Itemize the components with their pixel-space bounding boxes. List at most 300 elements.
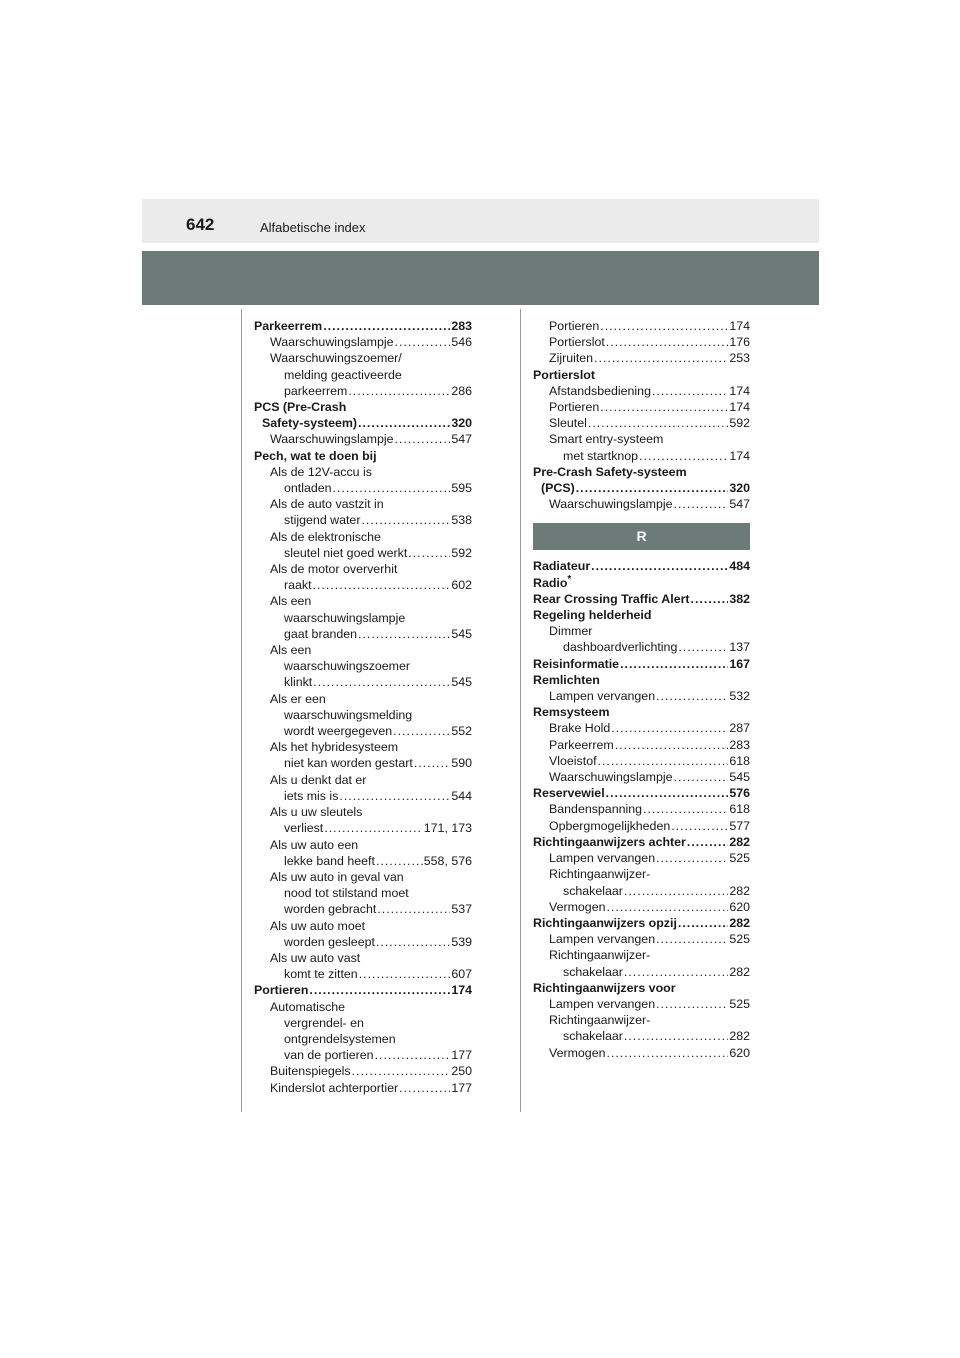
dot-leader [687,834,728,850]
index-line-text: waarschuwingslampje [284,610,406,625]
index-entry-label: Portieren [549,400,600,415]
index-line-text: Als er een [270,691,326,706]
index-line [533,623,750,639]
index-entry-page: 174 [451,983,472,998]
dot-leader [611,720,728,736]
index-entry-label: Brake Hold [549,721,611,736]
dot-leader [615,737,729,753]
index-line [254,707,472,723]
index-entry-page: 607 [451,967,472,982]
index-entry-page: 590 [451,756,472,771]
index-line [533,464,750,480]
index-line [254,561,472,577]
index-entry-label: Parkeerrem [549,737,614,752]
index-entry-label: Waarschuwingslampje [270,335,394,350]
dot-leader [678,915,728,931]
index-line [254,1031,472,1047]
index-line [254,529,472,545]
index-entry [254,545,472,561]
index-entry-page: 382 [729,591,750,606]
dot-leader [643,801,728,817]
index-entry-page: 167 [729,656,750,671]
dot-leader [671,818,728,834]
page-header-bar [142,199,819,243]
index-entry-label: Bandenspanning [549,802,643,817]
index-entry [533,964,750,980]
index-line [254,804,472,820]
index-line [533,431,750,447]
index-entry-page: 539 [451,934,472,949]
index-entry [254,577,472,593]
index-entry-page: 282 [729,1029,750,1044]
index-entry-label: wordt weergegeven [284,724,393,739]
index-entry [254,755,472,771]
index-line [254,691,472,707]
index-entry-page: 320 [729,481,750,496]
index-entry-label: Safety-systeem) [262,416,358,431]
index-entry-label: Afstandsbediening [549,383,651,398]
column-rule-middle [520,309,521,1112]
index-entry [254,383,472,399]
index-entry-label: klinkt [284,675,313,690]
index-entry [533,656,750,672]
index-entry-label: Parkeerrem [254,319,323,333]
index-entry-page: 484 [729,559,750,574]
index-entry-label: van de portieren [284,1048,374,1063]
index-entry-label: worden gesleept [284,934,375,949]
dot-leader [591,558,728,574]
index-entry [254,415,472,431]
index-entry [533,915,750,931]
index-entry-label: Kinderslot achterportier [270,1080,399,1095]
index-entry-page: 592 [729,416,750,431]
dot-leader [624,964,728,980]
dot-leader [399,1080,450,1096]
index-line-text: Als de motor oververhit [270,562,398,577]
index-entry [533,899,750,915]
index-line-text: vergrendel- en [284,1015,364,1030]
index-line-text: Portierslot [533,367,595,382]
index-entry-page: 618 [729,802,750,817]
index-line-text: Automatische [270,999,346,1014]
index-entry-label: Vermogen [549,899,606,914]
dot-leader [376,934,450,950]
dot-leader [414,755,451,771]
index-line-text: Pre-Crash Safety-systeem [533,464,687,479]
index-entry-page: 282 [729,915,750,930]
dot-leader [358,415,450,431]
index-entry-page: 547 [451,432,472,447]
dot-leader [376,853,423,869]
index-entry-page: 618 [729,753,750,768]
index-entry [533,334,750,350]
index-entry [533,834,750,850]
index-entry-label: met startknop [563,448,639,463]
index-line-text: nood tot stilstand moet [284,886,409,901]
index-line [254,869,472,885]
index-entry-label: Reservewiel [533,786,605,801]
index-entry [533,639,750,655]
index-entry [533,383,750,399]
index-entry-page: 286 [451,383,472,398]
index-line-text: Remsysteem [533,705,610,720]
index-entry [254,1080,472,1096]
index-entry-label: stijgend water [284,513,361,528]
index-entry-page: 283 [451,319,472,333]
index-column-left [254,318,472,1096]
index-entry-page: 253 [729,351,750,366]
index-line-text: Regeling helderheid [533,608,652,623]
index-entry [254,901,472,917]
index-entry [533,318,750,334]
index-line-text: waarschuwingszoemer [284,659,411,674]
index-entry [254,723,472,739]
index-entry-label: schakelaar [563,964,623,979]
index-entry [533,931,750,947]
dot-leader [377,901,450,917]
index-entry-page: 171, 173 [423,821,472,836]
dot-leader [598,753,729,769]
index-entry-page: 537 [451,902,472,917]
dot-leader [352,1063,451,1079]
index-entry [254,512,472,528]
index-entry-label: Waarschuwingslampje [549,770,673,785]
index-entry-page: 525 [729,996,750,1011]
index-entry-label: Reisinformatie [533,656,620,671]
index-line-text: Richtingaanwijzer- [549,1013,651,1028]
dot-leader [313,674,450,690]
index-entry-label: Portierslot [549,335,605,350]
index-line [254,658,472,674]
index-entry [533,785,750,801]
index-entry-label: Waarschuwingslampje [549,497,673,512]
index-entry-page: 282 [729,883,750,898]
index-entry-label: komt te zitten [284,967,358,982]
index-entry-label: Buitenspiegels [270,1064,351,1079]
index-line [254,999,472,1015]
index-line-text: Als uw auto in geval van [270,869,404,884]
index-entry-label: gaat branden [284,626,358,641]
index-entry [254,626,472,642]
index-line [254,918,472,934]
index-entry-page: 177 [451,1080,472,1095]
index-entry-page: 283 [729,737,750,752]
index-entry [533,883,750,899]
index-entry-label: Portieren [549,319,600,333]
index-entry-label: lekke band heeft [284,853,375,868]
index-line [533,704,750,720]
column-rule-left [241,309,242,1112]
dot-leader [656,688,728,704]
index-entry [254,820,472,836]
index-entry [533,818,750,834]
index-entry-label: Richtingaanwijzers achter [533,834,686,849]
index-entry [533,801,750,817]
index-entry-page: 174 [729,319,750,333]
dot-leader [606,1045,728,1061]
index-entry-page: 577 [729,818,750,833]
index-entry-page: 174 [729,400,750,415]
index-entry-page: 174 [729,448,750,463]
index-entry-page: 538 [451,513,472,528]
index-entry-label: Rear Crossing Traffic Alert [533,591,690,606]
index-line [254,496,472,512]
index-line [254,739,472,755]
index-line-text: Als u denkt dat er [270,772,367,787]
dot-leader [652,383,728,399]
dot-leader [361,512,450,528]
index-entry [533,850,750,866]
index-entry-label: Waarschuwingslampje [270,432,394,447]
dot-leader [375,1047,451,1063]
index-letter-heading: R [533,523,750,550]
index-entry-label: ontladen [284,481,332,496]
index-entry [254,982,472,998]
index-column-right [533,318,750,1061]
dot-leader [395,431,451,447]
index-entry-page: 525 [729,851,750,866]
dot-leader [395,334,451,350]
index-entry-page: 602 [451,578,472,593]
dot-leader [339,788,450,804]
index-entry-page: 532 [729,689,750,704]
index-entry-page: 525 [729,932,750,947]
index-line [254,642,472,658]
dot-leader [691,591,729,607]
index-entry-label: Portieren [254,983,309,998]
index-line-text: Waarschuwingszoemer/ [270,351,402,366]
index-entry-page: 546 [451,335,472,350]
dot-leader [620,656,728,672]
index-entry [533,688,750,704]
index-entry-label: Opbergmogelijkheden [549,818,671,833]
index-line-text: Als u uw sleutels [270,805,363,820]
dot-leader [359,966,451,982]
index-line-text: Als de 12V-accu is [270,464,372,479]
dot-leader [588,415,728,431]
index-line [254,837,472,853]
dot-leader [333,480,451,496]
index-line [254,950,472,966]
index-entry-page: 620 [729,899,750,914]
index-entry [533,350,750,366]
dot-leader [358,626,450,642]
index-entry-page: 137 [729,640,750,655]
index-line [254,350,472,366]
index-entry [533,996,750,1012]
index-entry [254,431,472,447]
index-entry-label: verliest [284,821,324,836]
index-entry [533,1028,750,1044]
index-line [533,672,750,688]
index-entry-page: 620 [729,1045,750,1060]
index-entry [254,788,472,804]
index-line [254,593,472,609]
index-line-text: Als de auto vastzit in [270,497,384,512]
dot-leader [624,1028,728,1044]
page-title: Alfabetische index [260,220,366,235]
index-entry-label: Lampen vervangen [549,689,656,704]
index-entry [254,1047,472,1063]
index-entry-label: worden gebracht [284,902,377,917]
index-line-text: ontgrendelsystemen [284,1031,396,1046]
index-line-text: Als het hybridesysteem [270,740,399,755]
index-entry-page: 545 [451,675,472,690]
index-entry-page: 592 [451,545,472,560]
index-entry-page: 544 [451,788,472,803]
index-entry-page: 320 [451,416,472,431]
index-entry-page: 576 [729,786,750,801]
index-entry-page: 282 [729,964,750,979]
dot-leader [348,383,450,399]
index-entry-label: parkeerrem [284,383,348,398]
dot-leader [408,545,450,561]
dot-leader [639,448,728,464]
dot-leader [624,883,728,899]
index-entry-page: 282 [729,834,750,849]
dot-leader [313,577,451,593]
index-entry-label: Sleutel [549,416,587,431]
index-entry-label: schakelaar [563,883,623,898]
index-entry-page: 545 [451,626,472,641]
index-entry-label: Richtingaanwijzers opzij [533,915,677,930]
index-entry [254,853,472,869]
index-entry [254,1063,472,1079]
footnote-asterisk: * [567,573,572,585]
dot-leader [393,723,450,739]
index-line-text: Dimmer [549,624,593,639]
index-entry-label: Zijruiten [549,351,594,366]
index-entry-page: 176 [729,335,750,350]
index-entry [254,934,472,950]
index-line-text: melding geactiveerde [284,367,402,382]
index-entry-page: 174 [729,383,750,398]
index-line [254,399,472,415]
dot-leader [674,769,729,785]
index-line-text: PCS (Pre-Crash [254,400,347,415]
index-line-text: Richtingaanwijzer- [549,867,651,882]
index-entry [533,769,750,785]
index-line [254,610,472,626]
index-entry-page: 250 [451,1064,472,1079]
index-entry [533,591,750,607]
index-entry-label: schakelaar [563,1029,623,1044]
index-line [533,575,750,591]
index-entry [254,318,472,334]
index-line-text: Remlichten [533,672,600,687]
index-entry-label: sleutel niet goed werkt [284,545,408,560]
index-entry-label: Lampen vervangen [549,851,656,866]
index-line-text: Als uw auto een [270,837,359,852]
index-line [254,464,472,480]
index-entry-label: iets mis is [284,788,339,803]
index-entry [254,674,472,690]
index-entry [533,1045,750,1061]
dot-leader [309,982,450,998]
index-entry-label: (PCS) [541,481,575,496]
index-line-text: Als uw auto vast [270,950,361,965]
index-line [254,772,472,788]
index-entry [254,334,472,350]
index-line [533,866,750,882]
index-line [533,367,750,383]
index-line [254,367,472,383]
index-entry [533,753,750,769]
dot-leader [323,318,450,334]
dot-leader [674,496,729,512]
index-line-text: Als uw auto moet [270,918,366,933]
dot-leader [594,350,728,366]
dot-leader [600,318,728,334]
index-entry [533,496,750,512]
index-line [533,980,750,996]
index-entry-label: Radiateur [533,559,591,574]
index-entry [533,558,750,574]
index-line [533,607,750,623]
index-line-text: Als de elektronische [270,529,381,544]
dot-leader [606,899,728,915]
index-entry-page: 547 [729,497,750,512]
dot-leader [656,931,728,947]
index-line-text: Richtingaanwijzers voor [533,980,676,995]
index-line-text: Smart entry-systeem [549,432,664,447]
index-entry [533,737,750,753]
index-entry-label: raakt [284,578,312,593]
section-band [142,251,819,305]
index-entry [533,720,750,736]
index-entry-label: niet kan worden gestart [284,756,413,771]
dot-leader [606,785,729,801]
dot-leader [656,850,728,866]
index-entry-label: Lampen vervangen [549,996,656,1011]
page-number: 642 [186,215,215,234]
index-entry-page: 595 [451,481,472,496]
index-line [533,1012,750,1028]
index-entry [533,480,750,496]
index-entry-page: 552 [451,724,472,739]
index-entry-label: dashboardverlichting [563,640,678,655]
index-line [254,1015,472,1031]
index-entry-page: 545 [729,770,750,785]
index-line [254,448,472,464]
index-entry [533,415,750,431]
index-line-text: Pech, wat te doen bij [254,448,377,463]
index-entry-label: Vloeistof [549,753,597,768]
index-line-text: Als een [270,594,312,609]
index-entry [533,399,750,415]
dot-leader [324,820,423,836]
index-entry-page: 177 [451,1048,472,1063]
index-line-text: waarschuwingsmelding [284,707,413,722]
index-line-text: Als een [270,643,312,658]
index-entry-label: Lampen vervangen [549,932,656,947]
index-line [254,885,472,901]
dot-leader [678,639,728,655]
index-entry [254,480,472,496]
index-line-text: Richtingaanwijzer- [549,948,651,963]
index-entry [254,966,472,982]
index-line-text: Radio [533,575,568,590]
index-entry-page: 558, 576 [423,853,472,868]
index-line [533,947,750,963]
index-entry [533,448,750,464]
dot-leader [656,996,728,1012]
index-entry-label: Vermogen [549,1045,606,1060]
index-entry-page: 287 [729,721,750,736]
dot-leader [600,399,728,415]
dot-leader [576,480,729,496]
dot-leader [606,334,729,350]
